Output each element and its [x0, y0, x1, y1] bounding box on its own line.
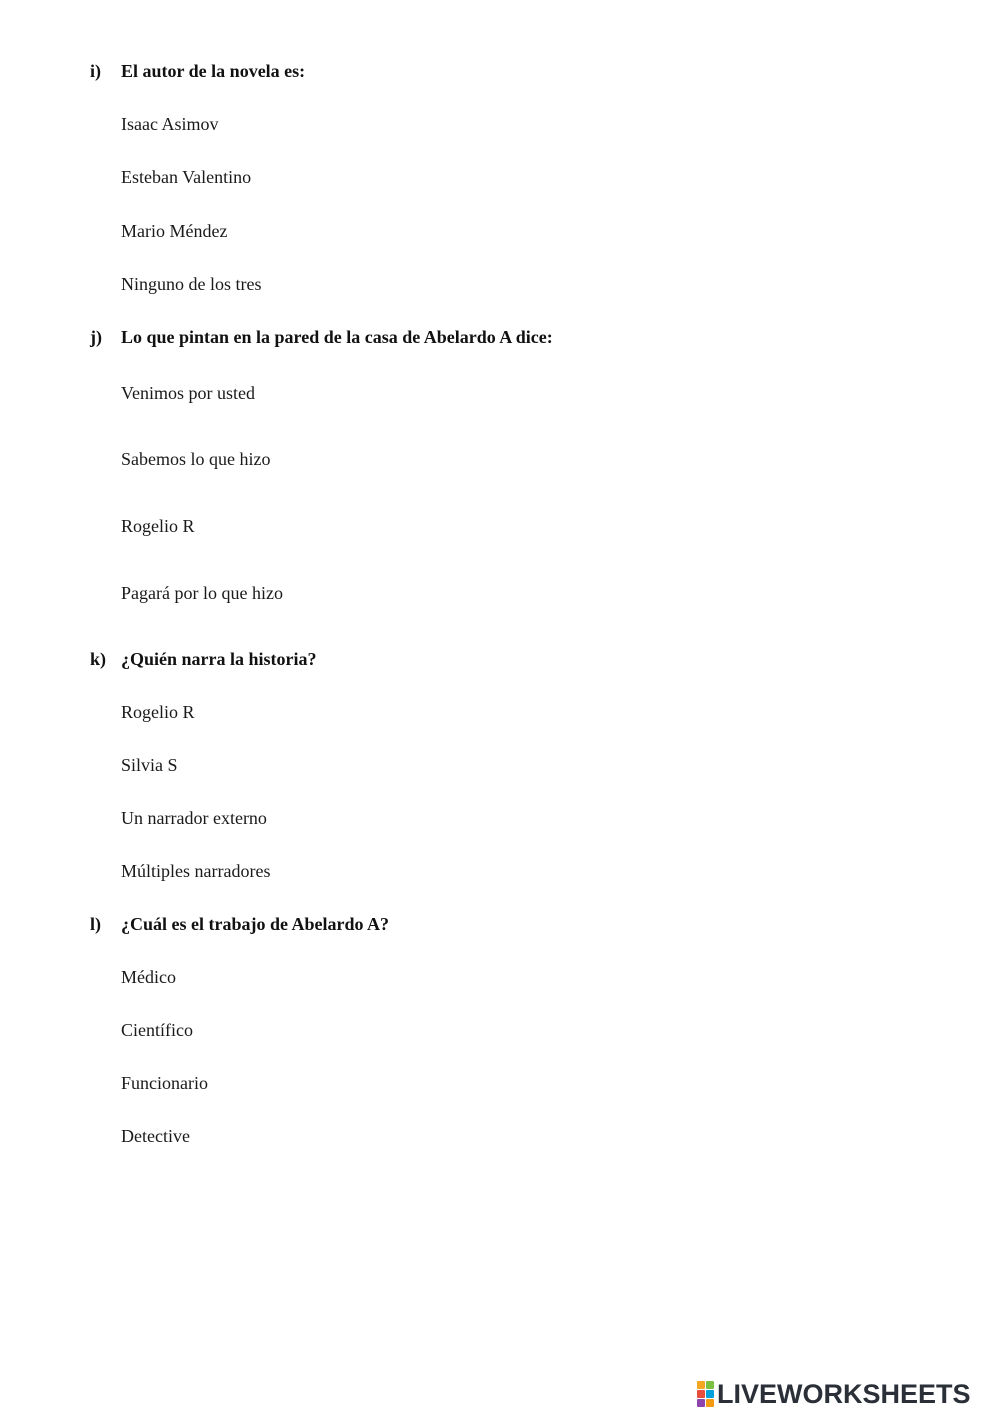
logo-square — [706, 1399, 714, 1407]
option-l-3[interactable]: Funcionario — [121, 1073, 208, 1093]
logo-text: LIVEWORKSHEETS — [717, 1379, 971, 1409]
liveworksheets-logo — [697, 1379, 971, 1409]
option-j-1[interactable]: Venimos por usted — [121, 383, 255, 403]
question-k — [0, 647, 1000, 671]
logo-square — [697, 1399, 705, 1407]
option-k-2[interactable]: Silvia S — [121, 755, 178, 775]
question-l — [0, 912, 1000, 936]
option-i-4[interactable]: Ninguno de los tres — [121, 274, 262, 294]
question-letter: l) — [90, 914, 101, 934]
question-text: Lo que pintan en la pared de la casa de Abelardo A dice: — [121, 327, 553, 347]
question-text: ¿Cuál es el trabajo de Abelardo A? — [121, 914, 389, 934]
option-i-2[interactable]: Esteban Valentino — [121, 167, 252, 187]
question-letter: i) — [90, 61, 101, 81]
option-j-3[interactable]: Rogelio R — [121, 516, 195, 536]
logo-square — [706, 1390, 714, 1398]
option-k-1[interactable]: Rogelio R — [121, 702, 195, 722]
option-l-4[interactable]: Detective — [121, 1126, 190, 1146]
option-j-2[interactable]: Sabemos lo que hizo — [121, 449, 271, 469]
option-j-4[interactable]: Pagará por lo que hizo — [121, 583, 283, 603]
question-letter: k) — [90, 649, 107, 669]
logo-square — [706, 1381, 714, 1389]
question-text: ¿Quién narra la historia? — [121, 649, 317, 669]
question-text: El autor de la novela es: — [121, 61, 306, 81]
option-k-3[interactable]: Un narrador externo — [121, 808, 267, 828]
option-i-3[interactable]: Mario Méndez — [121, 221, 228, 241]
logo-square — [697, 1381, 705, 1389]
question-i — [0, 59, 1000, 83]
question-letter: j) — [90, 327, 102, 347]
option-l-1[interactable]: Médico — [121, 967, 176, 987]
option-k-4[interactable]: Múltiples narradores — [121, 861, 271, 881]
logo-square — [697, 1390, 705, 1398]
liveworksheets-logo-icon — [697, 1381, 714, 1407]
option-i-1[interactable]: Isaac Asimov — [121, 114, 219, 134]
question-j — [0, 325, 1000, 349]
option-l-2[interactable]: Científico — [121, 1020, 193, 1040]
